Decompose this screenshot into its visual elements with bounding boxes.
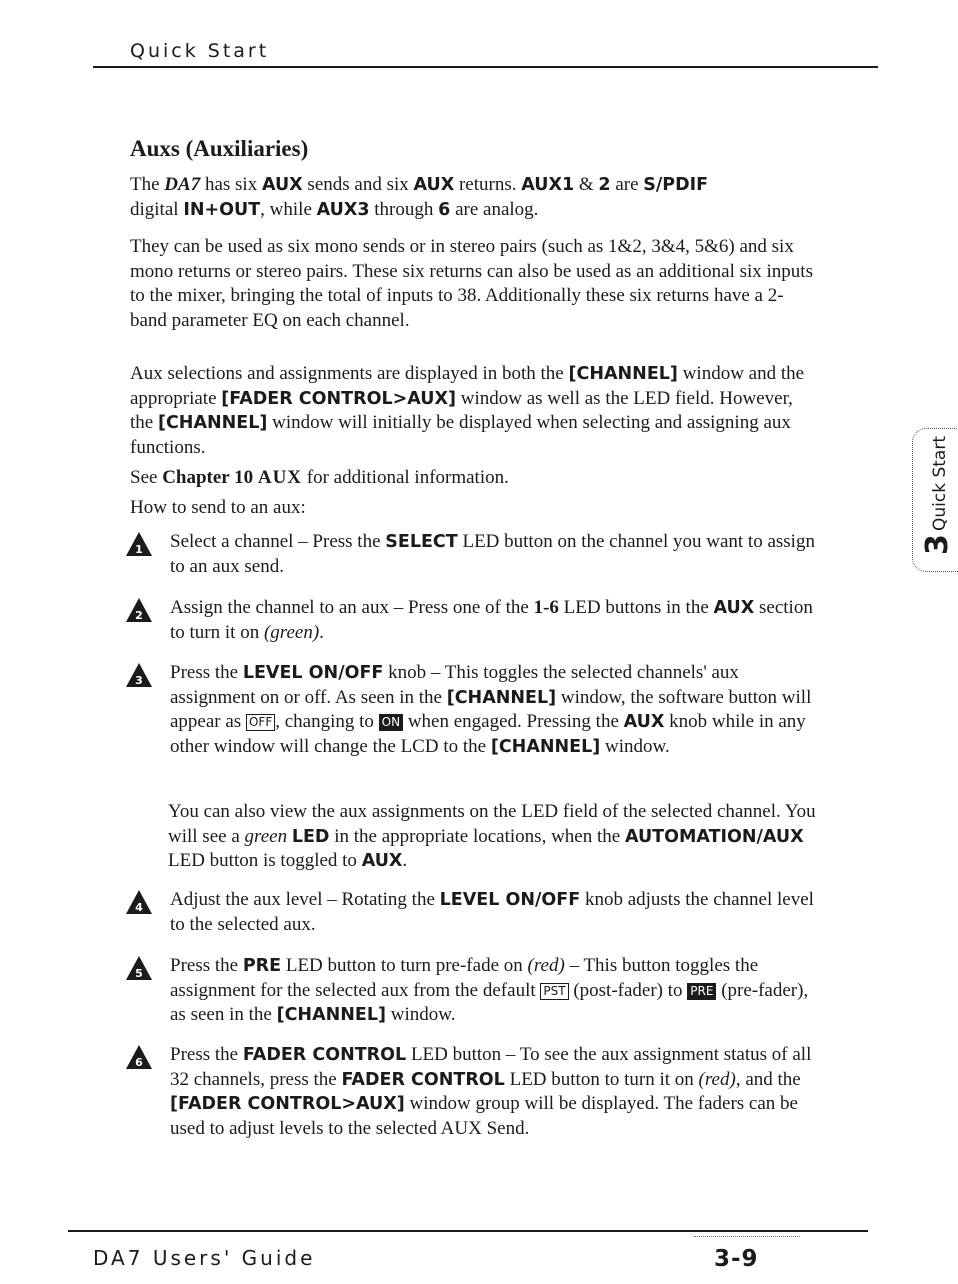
step-number-triangle-icon — [124, 954, 154, 982]
step-6-text: Press the FADER CONTROL LED button – To see the aux assignment status of all 32 channels, press the FADER CONTROL LED button to turn it on (red), and the [FADER CONTROL>AUX] window group will be displayed. The faders can be used to adjust levels to the selected AUX Send. — [170, 1044, 812, 1139]
how-to-heading: How to send to an aux: — [130, 497, 306, 518]
aux-display-paragraph: Aux selections and assignments are displayed in both the [CHANNEL] window and the appropriate [FADER CONTROL>AUX] window as well as the LED field. However, the [CHANNEL] window will initially be displayed when selecting and assigning aux functions. — [130, 363, 805, 458]
pre-button-glyph: PRE — [687, 983, 716, 1000]
svg-text:6: 6 — [135, 1056, 143, 1069]
step-5-text: Press the PRE LED button to turn pre-fade on (red) – This button toggles the assignment for the selected aux from the default PST (post-fader) to PRE (pre-fader), as seen in the [CHANNEL] window. — [170, 955, 809, 1025]
step-number-triangle-icon — [124, 888, 154, 916]
svg-text:1: 1 — [135, 543, 143, 556]
section-title: Auxs (Auxiliaries) — [130, 136, 309, 161]
footer-rule — [68, 1230, 868, 1232]
step-number-triangle-icon — [124, 530, 154, 558]
page-number: 3-9 — [714, 1246, 759, 1272]
led-field-note: You can also view the aux assignments on the LED field of the selected channel. You will see a green LED in the appropriate locations, when the AUTOMATION/AUX LED button is toggled to AUX. — [168, 801, 816, 871]
step-number-triangle-icon — [124, 661, 154, 689]
on-button-glyph: ON — [379, 714, 403, 731]
footer-dotted-rule — [694, 1236, 800, 1237]
step-4-text: Adjust the aux level – Rotating the LEVEL ON/OFF knob adjusts the channel level to the selected aux. — [170, 889, 814, 935]
step-1-text: Select a channel – Press the SELECT LED button on the channel you want to assign to an aux send. — [170, 531, 815, 577]
step-number-triangle-icon — [124, 1043, 154, 1071]
step-3-text: Press the LEVEL ON/OFF knob – This toggles the selected channels' aux assignment on or off. As seen in the [CHANNEL] window, the software button will appear as OFF , changing to ON when engaged. Pressing the AUX knob while in any other window will change the LCD to the [CHANNEL] window. — [170, 662, 812, 757]
svg-text:3: 3 — [135, 674, 143, 687]
svg-text:5: 5 — [135, 967, 143, 980]
pst-button-glyph: PST — [540, 983, 568, 1000]
stereo-pairs-paragraph: They can be used as six mono sends or in stereo pairs (such as 1&2, 3&4, 5&6) and six mono returns or stereo pairs. These six returns can also be used as an additional six inputs to the mixer, bringing the total of inputs to 38. Additionally these six returns have a 2-band parameter EQ on each channel. — [130, 236, 813, 331]
running-header: Quick Start — [130, 40, 270, 62]
step-2-text: Assign the channel to an aux – Press one of the 1-6 LED buttons in the AUX section to turn it on (green). — [170, 597, 813, 643]
chapter-side-tab — [912, 428, 958, 572]
side-tab-number: 3 — [919, 534, 955, 555]
off-button-glyph: OFF — [246, 714, 275, 731]
side-tab-label: Quick Start — [930, 435, 950, 531]
intro-paragraph: The DA7 has six AUX sends and six AUX returns. AUX1 & 2 are S/PDIF digital IN+OUT, while AUX3 through 6 are analog. — [130, 174, 709, 220]
footer-title: DA7 Users' Guide — [93, 1246, 316, 1270]
svg-text:2: 2 — [135, 609, 143, 622]
chapter-reference: See Chapter 10 AUX for additional information. — [130, 467, 509, 488]
step-number-triangle-icon — [124, 596, 154, 624]
svg-text:4: 4 — [135, 901, 143, 914]
header-rule — [93, 66, 878, 68]
